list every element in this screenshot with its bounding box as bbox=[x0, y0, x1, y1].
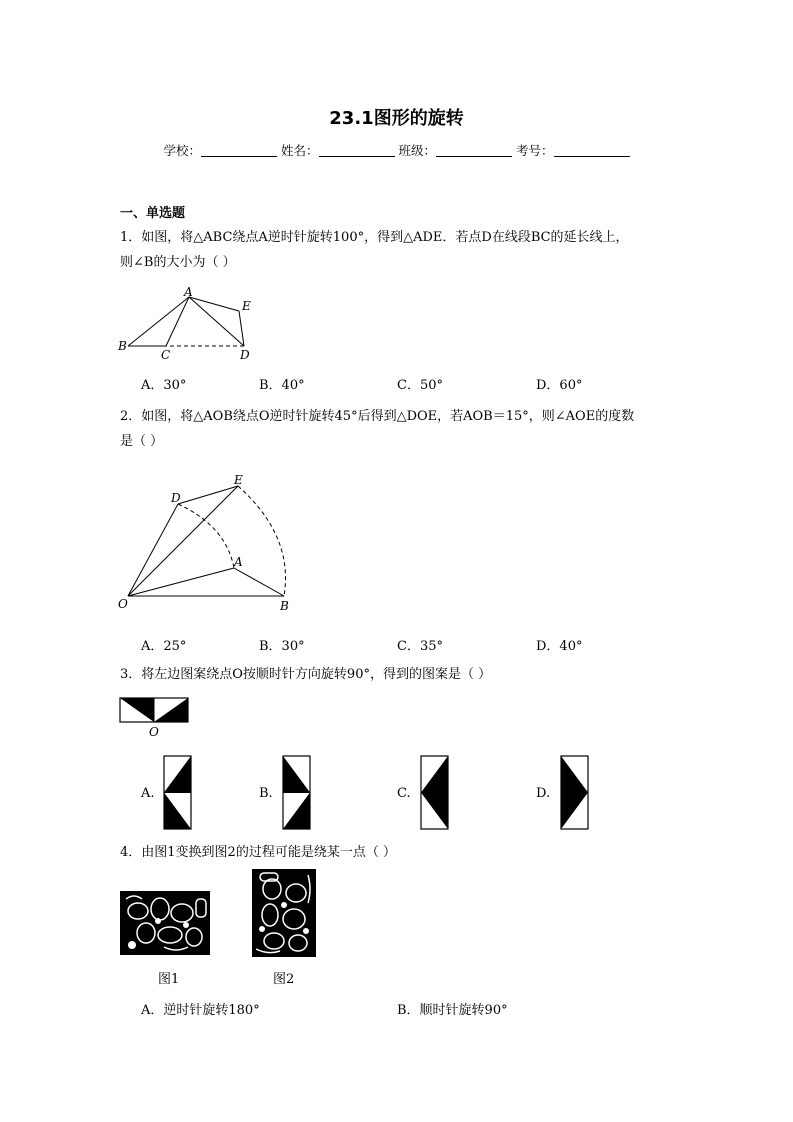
ac-segment bbox=[166, 297, 189, 346]
question-2-figure bbox=[114, 468, 304, 618]
de-segment bbox=[239, 311, 244, 346]
oa-segment bbox=[128, 568, 234, 596]
q2-option-b[interactable]: B．30° bbox=[259, 639, 305, 654]
q2-option-a[interactable]: A．25° bbox=[141, 639, 187, 654]
label-a: A bbox=[184, 285, 193, 299]
label-d: D bbox=[240, 348, 250, 362]
arc-eb bbox=[238, 486, 286, 596]
question-4-text bbox=[120, 840, 680, 865]
q1-option-d[interactable]: D．60° bbox=[536, 378, 583, 393]
class-label: 班级： bbox=[398, 143, 436, 158]
q3-option-b-label[interactable]: B. bbox=[259, 786, 273, 801]
school-label: 学校： bbox=[163, 143, 201, 158]
q1-option-a[interactable]: A．30° bbox=[141, 378, 187, 393]
q1-option-c[interactable]: C．50° bbox=[397, 378, 443, 393]
q3-option-b-pattern[interactable] bbox=[282, 755, 312, 831]
q3-option-d-label[interactable]: D. bbox=[536, 786, 551, 801]
q4-option-a[interactable]: A．逆时针旋转180° bbox=[141, 1003, 260, 1018]
od-segment bbox=[128, 504, 178, 596]
q1-option-b[interactable]: B．40° bbox=[259, 378, 305, 393]
label-e: E bbox=[234, 473, 243, 487]
q3-option-a-label[interactable]: A. bbox=[141, 786, 155, 801]
question-1-line-2: 则∠B的大小为（ ） bbox=[120, 255, 236, 270]
figure-2-caption: 图2 bbox=[273, 972, 295, 987]
arc-da bbox=[178, 504, 234, 568]
question-2-line-2: 是（ ） bbox=[120, 434, 164, 449]
label-e: E bbox=[242, 299, 251, 313]
q3-option-c-pattern[interactable] bbox=[420, 755, 450, 831]
question-1-line-1: 1．如图，将△ABC绕点A逆时针旋转100°，得到△ADE．若点D在线段BC的延长线上， bbox=[120, 230, 629, 245]
question-2-line-1: 2．如图，将△AOB绕点O逆时针旋转45°后得到△DOE，若AOB＝15°，则∠AOE的度数 bbox=[120, 409, 635, 424]
question-3-text bbox=[120, 662, 680, 687]
question-4-line-1: 4．由图1变换到图2的过程可能是绕某一点（ ） bbox=[120, 845, 396, 860]
number-label: 考号： bbox=[515, 143, 554, 158]
question-1-text bbox=[120, 225, 680, 275]
class-blank[interactable] bbox=[436, 144, 512, 157]
number-blank[interactable] bbox=[554, 144, 630, 157]
label-b: B bbox=[280, 599, 289, 613]
label-o: O bbox=[118, 597, 128, 611]
ab-segment bbox=[234, 568, 284, 596]
q3-option-c-label[interactable]: C. bbox=[397, 786, 411, 801]
q3-option-a-pattern[interactable] bbox=[163, 755, 193, 831]
label-c: C bbox=[161, 348, 171, 362]
figure-1-image bbox=[120, 891, 210, 955]
label-a: A bbox=[234, 555, 243, 569]
q3-option-d-pattern[interactable] bbox=[560, 755, 590, 831]
name-blank[interactable] bbox=[319, 144, 395, 157]
label-b: B bbox=[118, 339, 127, 353]
ab-segment bbox=[128, 297, 189, 346]
figure-1-caption: 图1 bbox=[158, 972, 180, 987]
question-2-text bbox=[120, 404, 680, 454]
point-o-label: O bbox=[149, 725, 159, 738]
page-title: 23.1图形的旋转 bbox=[329, 108, 464, 129]
question-3-line-1: 3．将左边图案绕点O按顺时针方向旋转90°，得到的图案是（ ） bbox=[120, 667, 492, 682]
figure-2-image bbox=[252, 869, 316, 957]
question-1-figure bbox=[114, 284, 274, 364]
question-3-source-pattern bbox=[118, 696, 192, 738]
q4-option-b[interactable]: B．顺时针旋转90° bbox=[397, 1003, 508, 1018]
school-blank[interactable] bbox=[201, 144, 277, 157]
student-info-line bbox=[0, 141, 793, 159]
section-heading: 一、单选题 bbox=[120, 206, 186, 221]
name-label: 姓名： bbox=[280, 143, 319, 158]
label-d: D bbox=[171, 491, 181, 505]
q2-option-c[interactable]: C．35° bbox=[397, 639, 443, 654]
q2-option-d[interactable]: D．40° bbox=[536, 639, 583, 654]
